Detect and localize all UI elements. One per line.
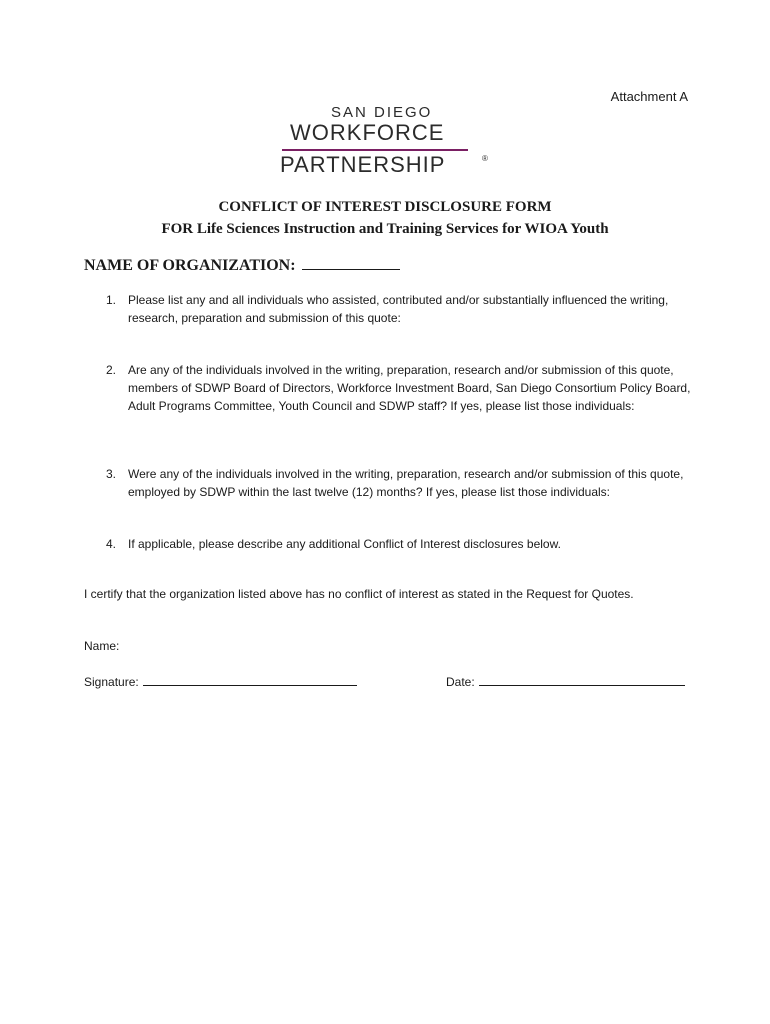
logo-registered-mark: ® xyxy=(482,154,488,163)
certification-statement: I certify that the organization listed above has no conflict of interest as stated in the Request for Quotes. xyxy=(84,587,634,601)
date-blank[interactable] xyxy=(479,675,685,686)
question-number: 2. xyxy=(106,363,117,377)
question-text: Were any of the individuals involved in the writing, preparation, research and/or submission of this quote, employed by SDWP within the last twelve (12) months? If yes, please list those individuals: xyxy=(128,467,684,499)
organization-name-field xyxy=(84,255,400,275)
logo-line-workforce: WORKFORCE xyxy=(290,120,445,145)
signature-label: Signature: xyxy=(84,675,139,689)
question-item-1 xyxy=(106,291,696,327)
logo-line-san-diego: SAN DIEGO xyxy=(331,104,433,121)
question-number: 1. xyxy=(106,293,117,307)
name-label: Name: xyxy=(84,639,120,653)
date-field xyxy=(446,675,685,689)
question-text: Are any of the individuals involved in the writing, preparation, research and/or submission of this quote, members of SDWP Board of Directors, Workforce Investment Board, San Diego Consortium Policy Board, Adult Programs Committee, Youth Council and SDWP staff? If yes, please list those individuals: xyxy=(128,363,691,413)
form-title-line1: CONFLICT OF INTEREST DISCLOSURE FORM xyxy=(218,199,552,215)
question-number: 4. xyxy=(106,537,117,551)
signature-blank[interactable] xyxy=(143,675,357,686)
signature-field xyxy=(84,675,357,689)
form-title-line2: FOR Life Sciences Instruction and Training Services for WIOA Youth xyxy=(161,221,609,237)
logo-line-partnership: PARTNERSHIP xyxy=(280,152,446,177)
organization-logo xyxy=(276,104,496,176)
question-item-4 xyxy=(106,535,696,553)
question-text: Please list any and all individuals who assisted, contributed and/or substantially influenced the writing, research, preparation and submission of this quote: xyxy=(128,293,669,325)
question-item-3 xyxy=(106,465,696,501)
question-number: 3. xyxy=(106,467,117,481)
organization-name-label: NAME OF ORGANIZATION: xyxy=(84,257,296,274)
logo-accent-bar xyxy=(282,149,468,151)
question-text: If applicable, please describe any additional Conflict of Interest disclosures below. xyxy=(128,537,561,551)
attachment-label: Attachment A xyxy=(610,89,688,104)
organization-name-blank[interactable] xyxy=(302,255,400,270)
question-item-2 xyxy=(106,361,696,415)
date-label: Date: xyxy=(446,675,475,689)
form-title xyxy=(0,197,770,239)
